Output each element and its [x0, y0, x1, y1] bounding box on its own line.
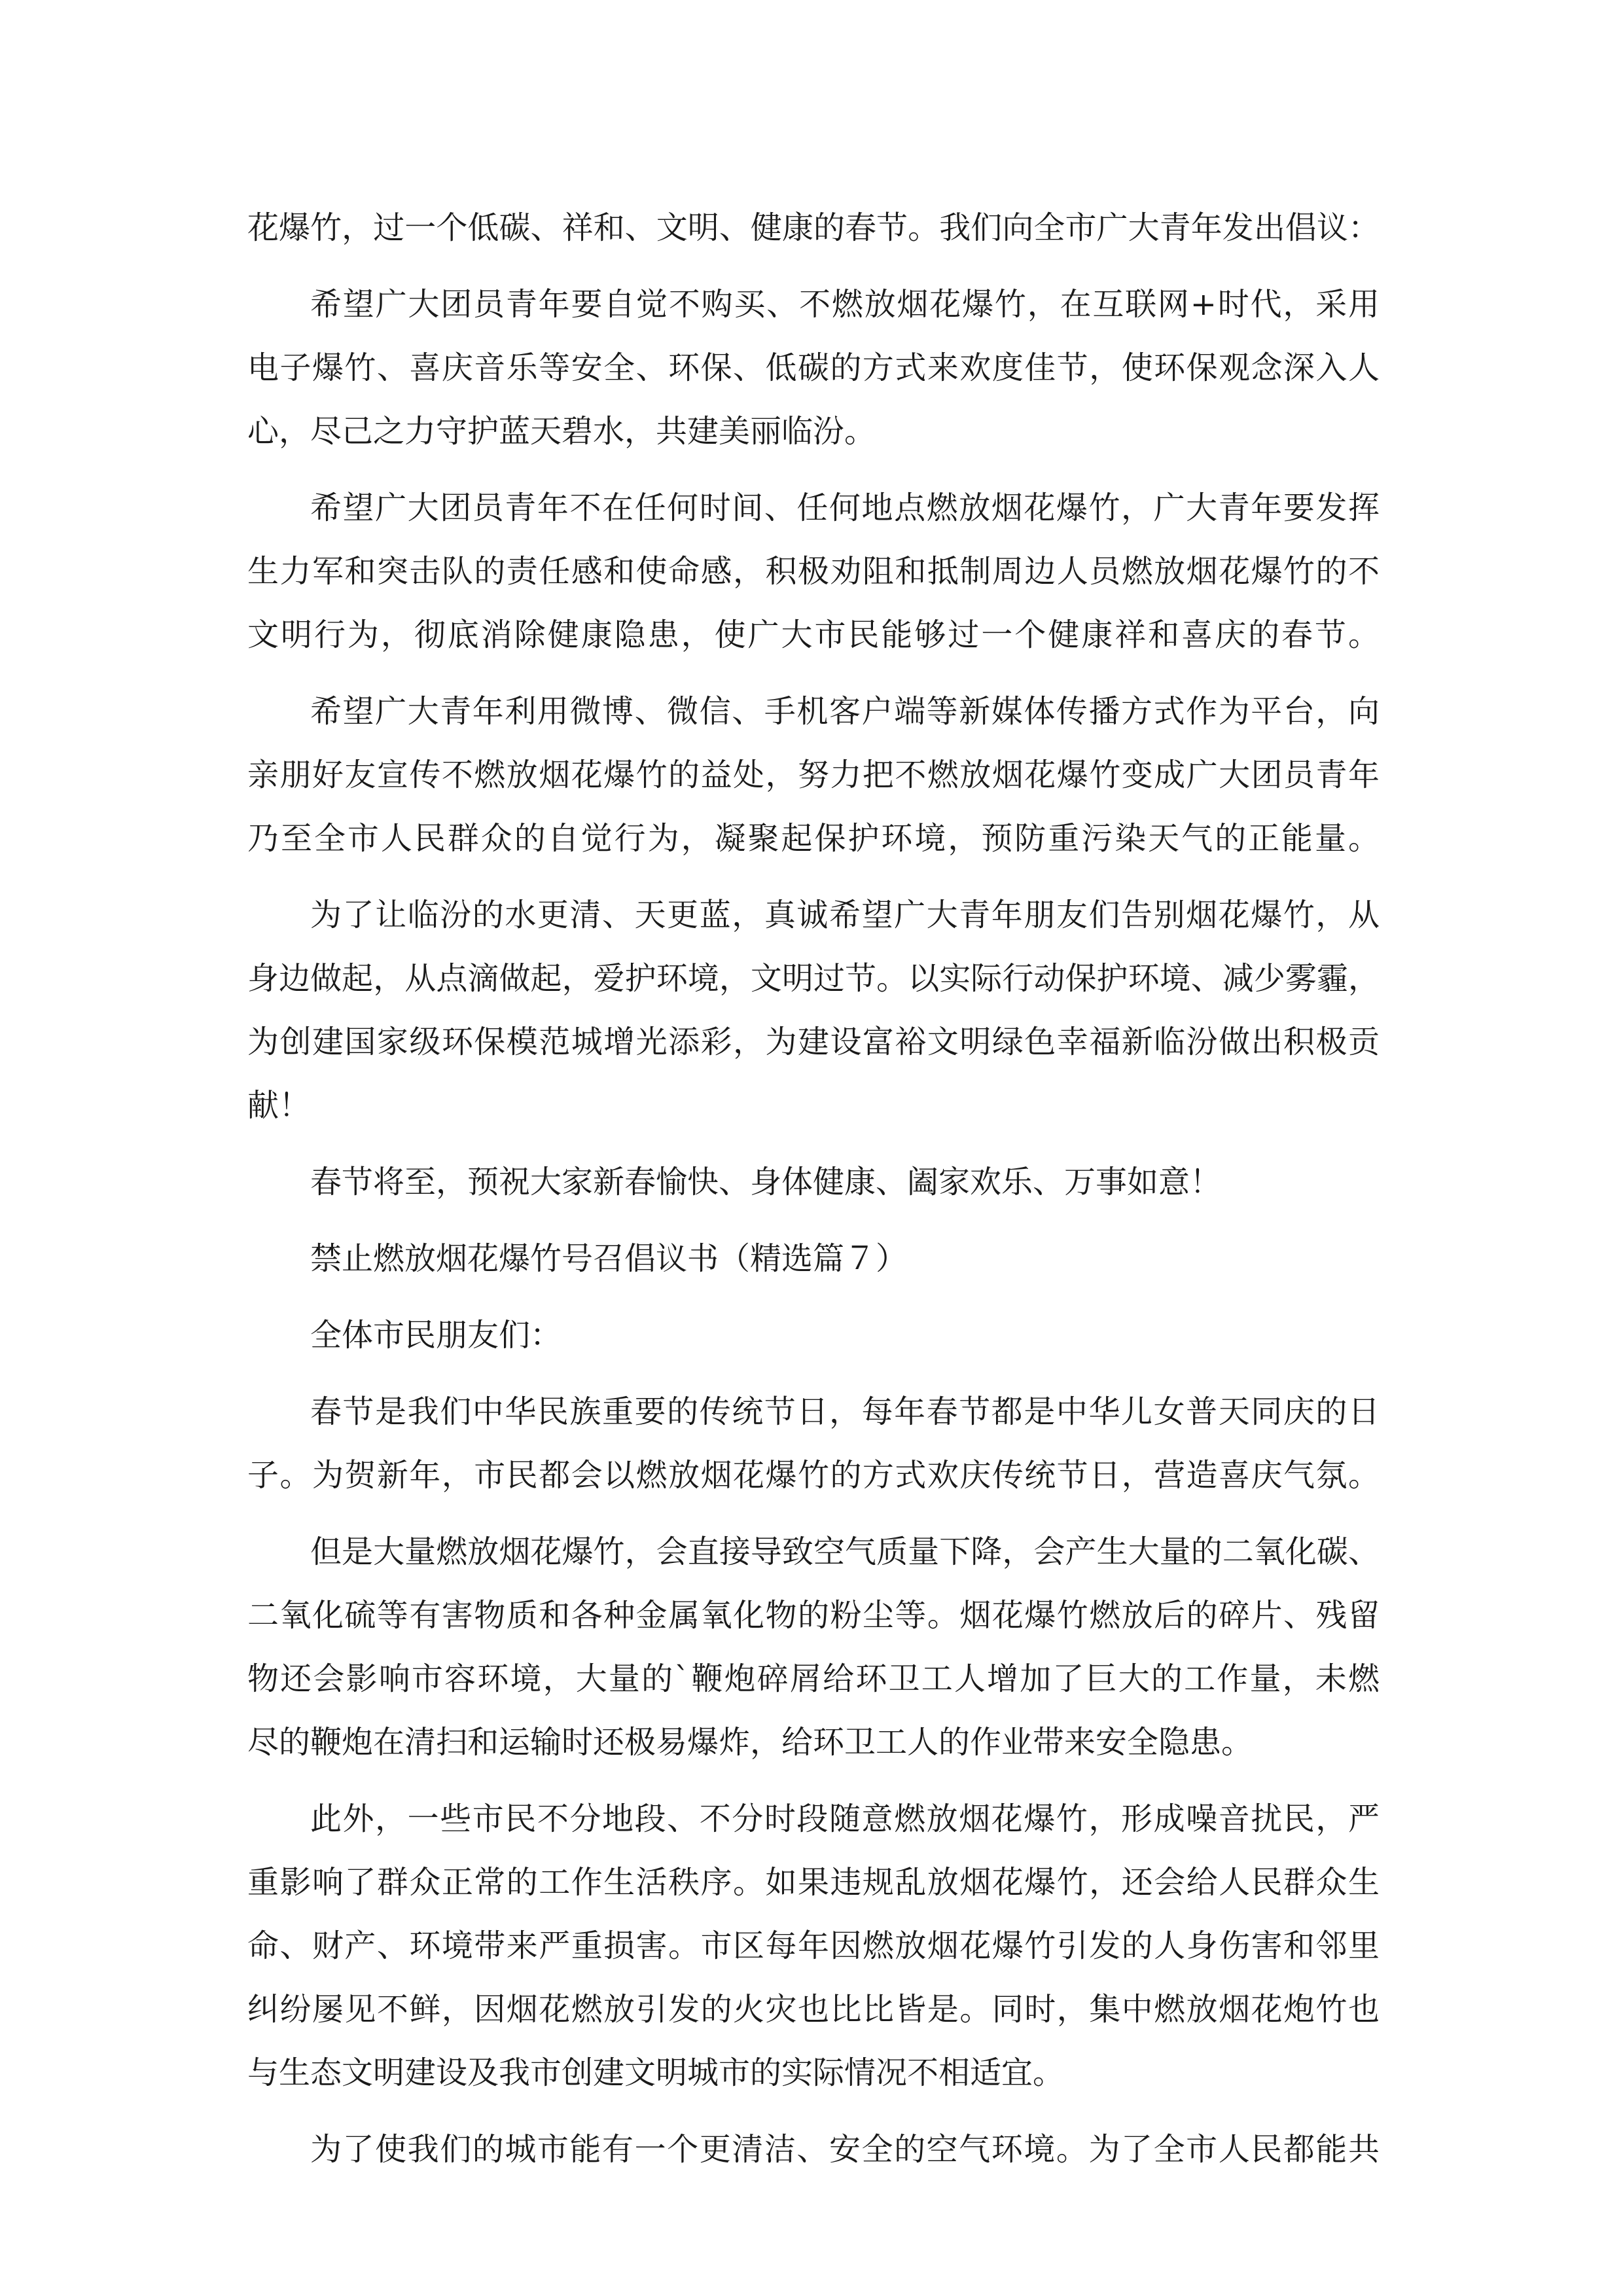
- paragraph: [247, 196, 1380, 260]
- text-line: 二氧化硫等有害物质和各种金属氧化物的粉尘等。烟花爆竹燃放后的碎片、残留: [247, 1597, 1380, 1634]
- text-line: 献！: [247, 1087, 311, 1124]
- text-line: 希望广大团员青年要自觉不购买、不燃放烟花爆竹，在互联网+时代，采用: [310, 286, 1380, 323]
- text-line: 与生态文明建设及我市创建文明城市的实际情况不相适宜。: [247, 2054, 1065, 2091]
- text-line: 为了使我们的城市能有一个更清洁、安全的空气环境。为了全市人民都能共: [310, 2131, 1380, 2168]
- text-line: 花爆竹，过一个低碳、祥和、文明、健康的春节。我们向全市广大青年发出倡议：: [247, 209, 1380, 246]
- paragraph: [247, 2118, 1380, 2181]
- text-line: 重影响了群众正常的工作生活秩序。如果违规乱放烟花爆竹，还会给人民群众生: [247, 1864, 1380, 1901]
- text-line: 为了让临汾的水更清、天更蓝，真诚希望广大青年朋友们告别烟花爆竹，从: [310, 897, 1380, 933]
- text-line: 文明行为，彻底消除健康隐患，使广大市民能够过一个健康祥和喜庆的春节。: [247, 617, 1380, 653]
- text-line: 为创建国家级环保模范城增光添彩，为建设富裕文明绿色幸福新临汾做出积极贡: [247, 1024, 1380, 1060]
- text-line: 希望广大青年利用微博、微信、手机客户端等新媒体传播方式作为平台，向: [310, 693, 1380, 730]
- paragraph: [247, 1520, 1380, 1774]
- text-line: 纠纷屡见不鲜，因烟花燃放引发的火灾也比比皆是。同时，集中燃放烟花炮竹也: [247, 1991, 1380, 2028]
- section-title: [247, 1227, 1380, 1291]
- text-line: 身边做起，从点滴做起，爱护环境，文明过节。以实际行动保护环境、减少雾霾，: [247, 960, 1380, 997]
- text-line: 电子爆竹、喜庆音乐等安全、环保、低碳的方式来欢度佳节，使环保观念深入人: [247, 350, 1380, 386]
- text-line: 亲朋好友宣传不燃放烟花爆竹的益处，努力把不燃放烟花爆竹变成广大团员青年: [247, 757, 1380, 793]
- text-line: 尽的鞭炮在清扫和运输时还极易爆炸，给环卫工人的作业带来安全隐患。: [247, 1724, 1253, 1761]
- paragraph: [247, 273, 1380, 463]
- text-line: 心，尽己之力守护蓝天碧水，共建美丽临汾。: [247, 413, 876, 450]
- text-line: 希望广大团员青年不在任何时间、任何地点燃放烟花爆竹，广大青年要发挥: [310, 490, 1380, 526]
- text-line: 子。为贺新年，市民都会以燃放烟花爆竹的方式欢庆传统节日，营造喜庆气氛。: [247, 1457, 1380, 1494]
- text-line: 全体市民朋友们：: [310, 1317, 562, 1354]
- text-line: 乃至全市人民群众的自觉行为，凝聚起保护环境，预防重污染天气的正能量。: [247, 820, 1380, 857]
- text-line: 生力军和突击队的责任感和使命感，积极劝阻和抵制周边人员燃放烟花爆竹的不: [247, 553, 1380, 590]
- document-page: [247, 196, 1380, 2195]
- paragraph: [247, 1380, 1380, 1507]
- paragraph: [247, 1787, 1380, 2105]
- text-line: 物还会影响市容环境，大量的`鞭炮碎屑给环卫工人增加了巨大的工作量，未燃: [247, 1660, 1380, 1697]
- paragraph: [247, 884, 1380, 1138]
- paragraph: [247, 1151, 1380, 1214]
- salutation: [247, 1304, 1380, 1367]
- text-line: 春节是我们中华民族重要的传统节日，每年春节都是中华儿女普天同庆的日: [310, 1393, 1380, 1430]
- text-line: 但是大量燃放烟花爆竹，会直接导致空气质量下降，会产生大量的二氧化碳、: [310, 1534, 1380, 1570]
- text-line: 春节将至，预祝大家新春愉快、身体健康、阖家欢乐、万事如意！: [310, 1164, 1222, 1200]
- paragraph: [247, 476, 1380, 667]
- paragraph: [247, 680, 1380, 870]
- text-line: 禁止燃放烟花爆竹号召倡议书（精选篇７）: [310, 1240, 908, 1277]
- text-line: 此外，一些市民不分地段、不分时段随意燃放烟花爆竹，形成噪音扰民，严: [310, 1801, 1380, 1837]
- text-line: 命、财产、环境带来严重损害。市区每年因燃放烟花爆竹引发的人身伤害和邻里: [247, 1928, 1380, 1964]
